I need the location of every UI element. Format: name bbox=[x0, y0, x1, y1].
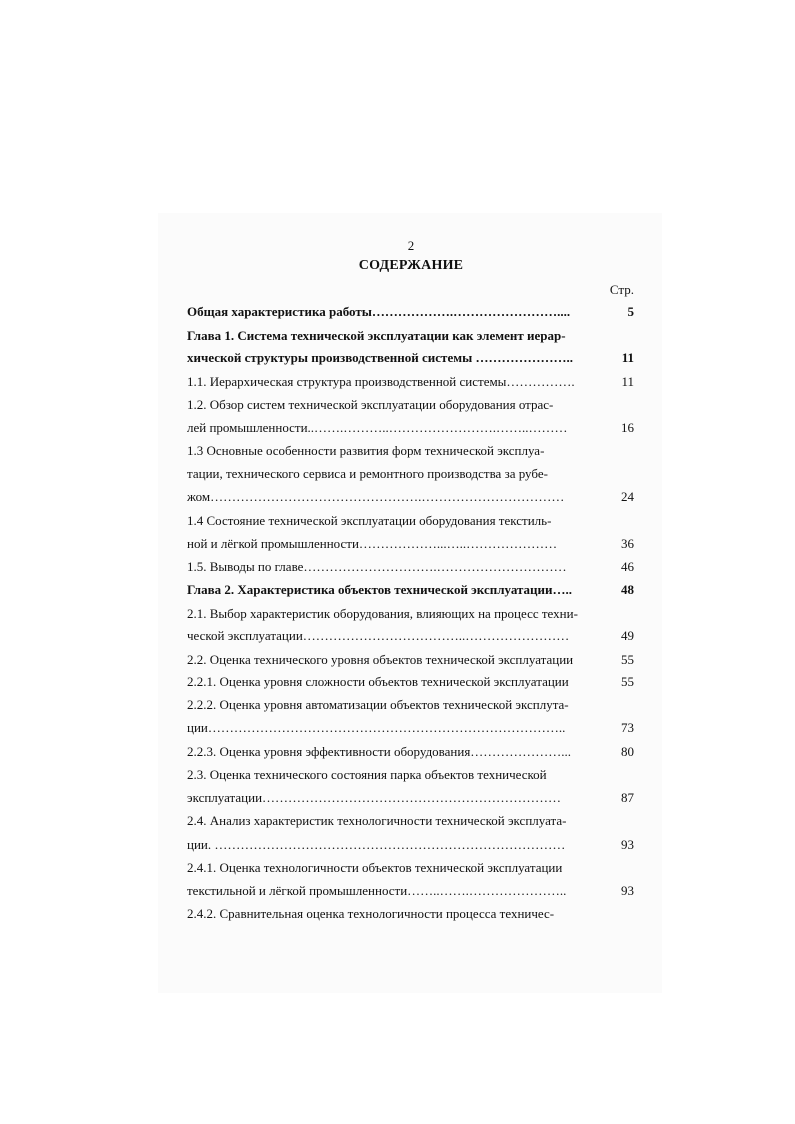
toc-entry-page: 87 bbox=[621, 790, 634, 805]
toc-entry bbox=[187, 905, 634, 923]
toc-entry-text: текстильной и лёгкой промышленности……..…….………………….. bbox=[187, 883, 567, 898]
toc-entry bbox=[187, 766, 634, 784]
toc-entry bbox=[187, 419, 634, 437]
toc-entry-text: тации, технического сервиса и ремонтного производства за рубе- bbox=[187, 466, 548, 481]
toc-entry-text: 1.4 Состояние технической эксплуатации оборудования текстиль- bbox=[187, 513, 552, 528]
toc-entry bbox=[187, 327, 634, 345]
toc-entry-text: 1.1. Иерархическая структура производственной системы……………. bbox=[187, 374, 575, 389]
page-column-label: Стр. bbox=[609, 282, 634, 297]
toc-entry-text: Глава 2. Характеристика объектов технической эксплуатации….. bbox=[187, 582, 573, 597]
toc-entry-page: 93 bbox=[621, 837, 634, 852]
toc-entry bbox=[187, 581, 634, 599]
toc-entry bbox=[187, 651, 634, 669]
toc-entry-text: ной и лёгкой промышленности………………...…..………………… bbox=[187, 536, 558, 551]
toc-entry-text: ческой эксплуатации………………………………..…………………… bbox=[187, 628, 570, 643]
toc-entry bbox=[187, 836, 634, 854]
toc-entry-page: 80 bbox=[621, 744, 634, 759]
toc-entry-text: ции……………………………………………………………………….. bbox=[187, 720, 566, 735]
toc-entry-page: 36 bbox=[621, 536, 634, 551]
toc-entry bbox=[187, 812, 634, 830]
toc-entry-text: жом………………………………………….…………………………… bbox=[187, 489, 565, 504]
toc-entry-page: 49 bbox=[621, 628, 634, 643]
toc-entry bbox=[187, 627, 634, 645]
toc-entry-text: 1.3 Основные особенности развития форм технической эксплуа- bbox=[187, 443, 545, 458]
toc-entry-text: лей промышленности..…….………..…………………….……..……… bbox=[187, 420, 568, 435]
toc-entry-text: Глава 1. Система технической эксплуатации как элемент иерар- bbox=[187, 328, 566, 343]
toc-entry-page: 48 bbox=[621, 582, 634, 597]
toc-entry-text: 2.4.2. Сравнительная оценка технологичности процесса техничес- bbox=[187, 906, 555, 921]
toc-entry-text: 2.2.2. Оценка уровня автоматизации объектов технической эксплута- bbox=[187, 697, 569, 712]
toc-entry-text: хической структуры производственной системы ………………….. bbox=[187, 350, 573, 365]
toc-entry-text: 2.2. Оценка технического уровня объектов технической эксплуатации bbox=[187, 652, 574, 667]
toc-entry bbox=[187, 303, 634, 321]
toc-entry-text: 2.2.1. Оценка уровня сложности объектов технической эксплуатации bbox=[187, 674, 569, 689]
toc-entry-text: 1.5. Выводы по главе………………………….………………………… bbox=[187, 559, 567, 574]
toc-entry-text: 2.2.3. Оценка уровня эффективности оборудования…………………... bbox=[187, 744, 572, 759]
toc-entry bbox=[187, 373, 634, 391]
toc-entry bbox=[187, 442, 634, 460]
page-title: СОДЕРЖАНИЕ bbox=[358, 258, 464, 273]
page-number: 2 bbox=[407, 238, 415, 253]
toc-entry bbox=[187, 719, 634, 737]
toc-entry-text: 2.4. Анализ характеристик технологичности технической эксплуата- bbox=[187, 813, 567, 828]
toc-entry bbox=[187, 743, 634, 761]
toc-entry-text: 2.1. Выбор характеристик оборудования, влияющих на процесс техни- bbox=[187, 606, 578, 621]
toc-entry bbox=[187, 465, 634, 483]
toc-entry bbox=[187, 882, 634, 900]
toc-entry bbox=[187, 488, 634, 506]
toc-entry bbox=[187, 512, 634, 530]
toc-entry bbox=[187, 696, 634, 714]
toc-entry-text: 2.4.1. Оценка технологичности объектов технической эксплуатации bbox=[187, 860, 563, 875]
toc-entry-page: 46 bbox=[621, 559, 634, 574]
toc-entry-page: 11 bbox=[621, 374, 634, 389]
toc-entry-page: 93 bbox=[621, 883, 634, 898]
toc-entry-page: 5 bbox=[627, 304, 634, 319]
toc-entry-page: 24 bbox=[621, 489, 634, 504]
toc-entry bbox=[187, 859, 634, 877]
toc-entry bbox=[187, 558, 634, 576]
toc-entry-text: эксплуатации…………………………………………………………… bbox=[187, 790, 562, 805]
toc-entry-text: 2.3. Оценка технического состояния парка объектов технической bbox=[187, 767, 547, 782]
toc-entry-page: 11 bbox=[621, 350, 634, 365]
toc-entry-text: ции. ……………………………………………………………………… bbox=[187, 837, 566, 852]
toc-entry-page: 73 bbox=[621, 720, 634, 735]
toc-entry bbox=[187, 605, 634, 623]
toc-entry-page: 55 bbox=[621, 652, 634, 667]
toc-entry bbox=[187, 789, 634, 807]
toc-entry bbox=[187, 535, 634, 553]
toc-entry-text: Общая характеристика работы……………….…………………….... bbox=[187, 304, 571, 319]
toc-entry bbox=[187, 673, 634, 691]
toc-entry bbox=[187, 349, 634, 367]
toc-entry-page: 16 bbox=[621, 420, 634, 435]
toc-entry bbox=[187, 396, 634, 414]
toc-entry-page: 55 bbox=[621, 674, 634, 689]
toc-entry-text: 1.2. Обзор систем технической эксплуатации оборудования отрас- bbox=[187, 397, 554, 412]
